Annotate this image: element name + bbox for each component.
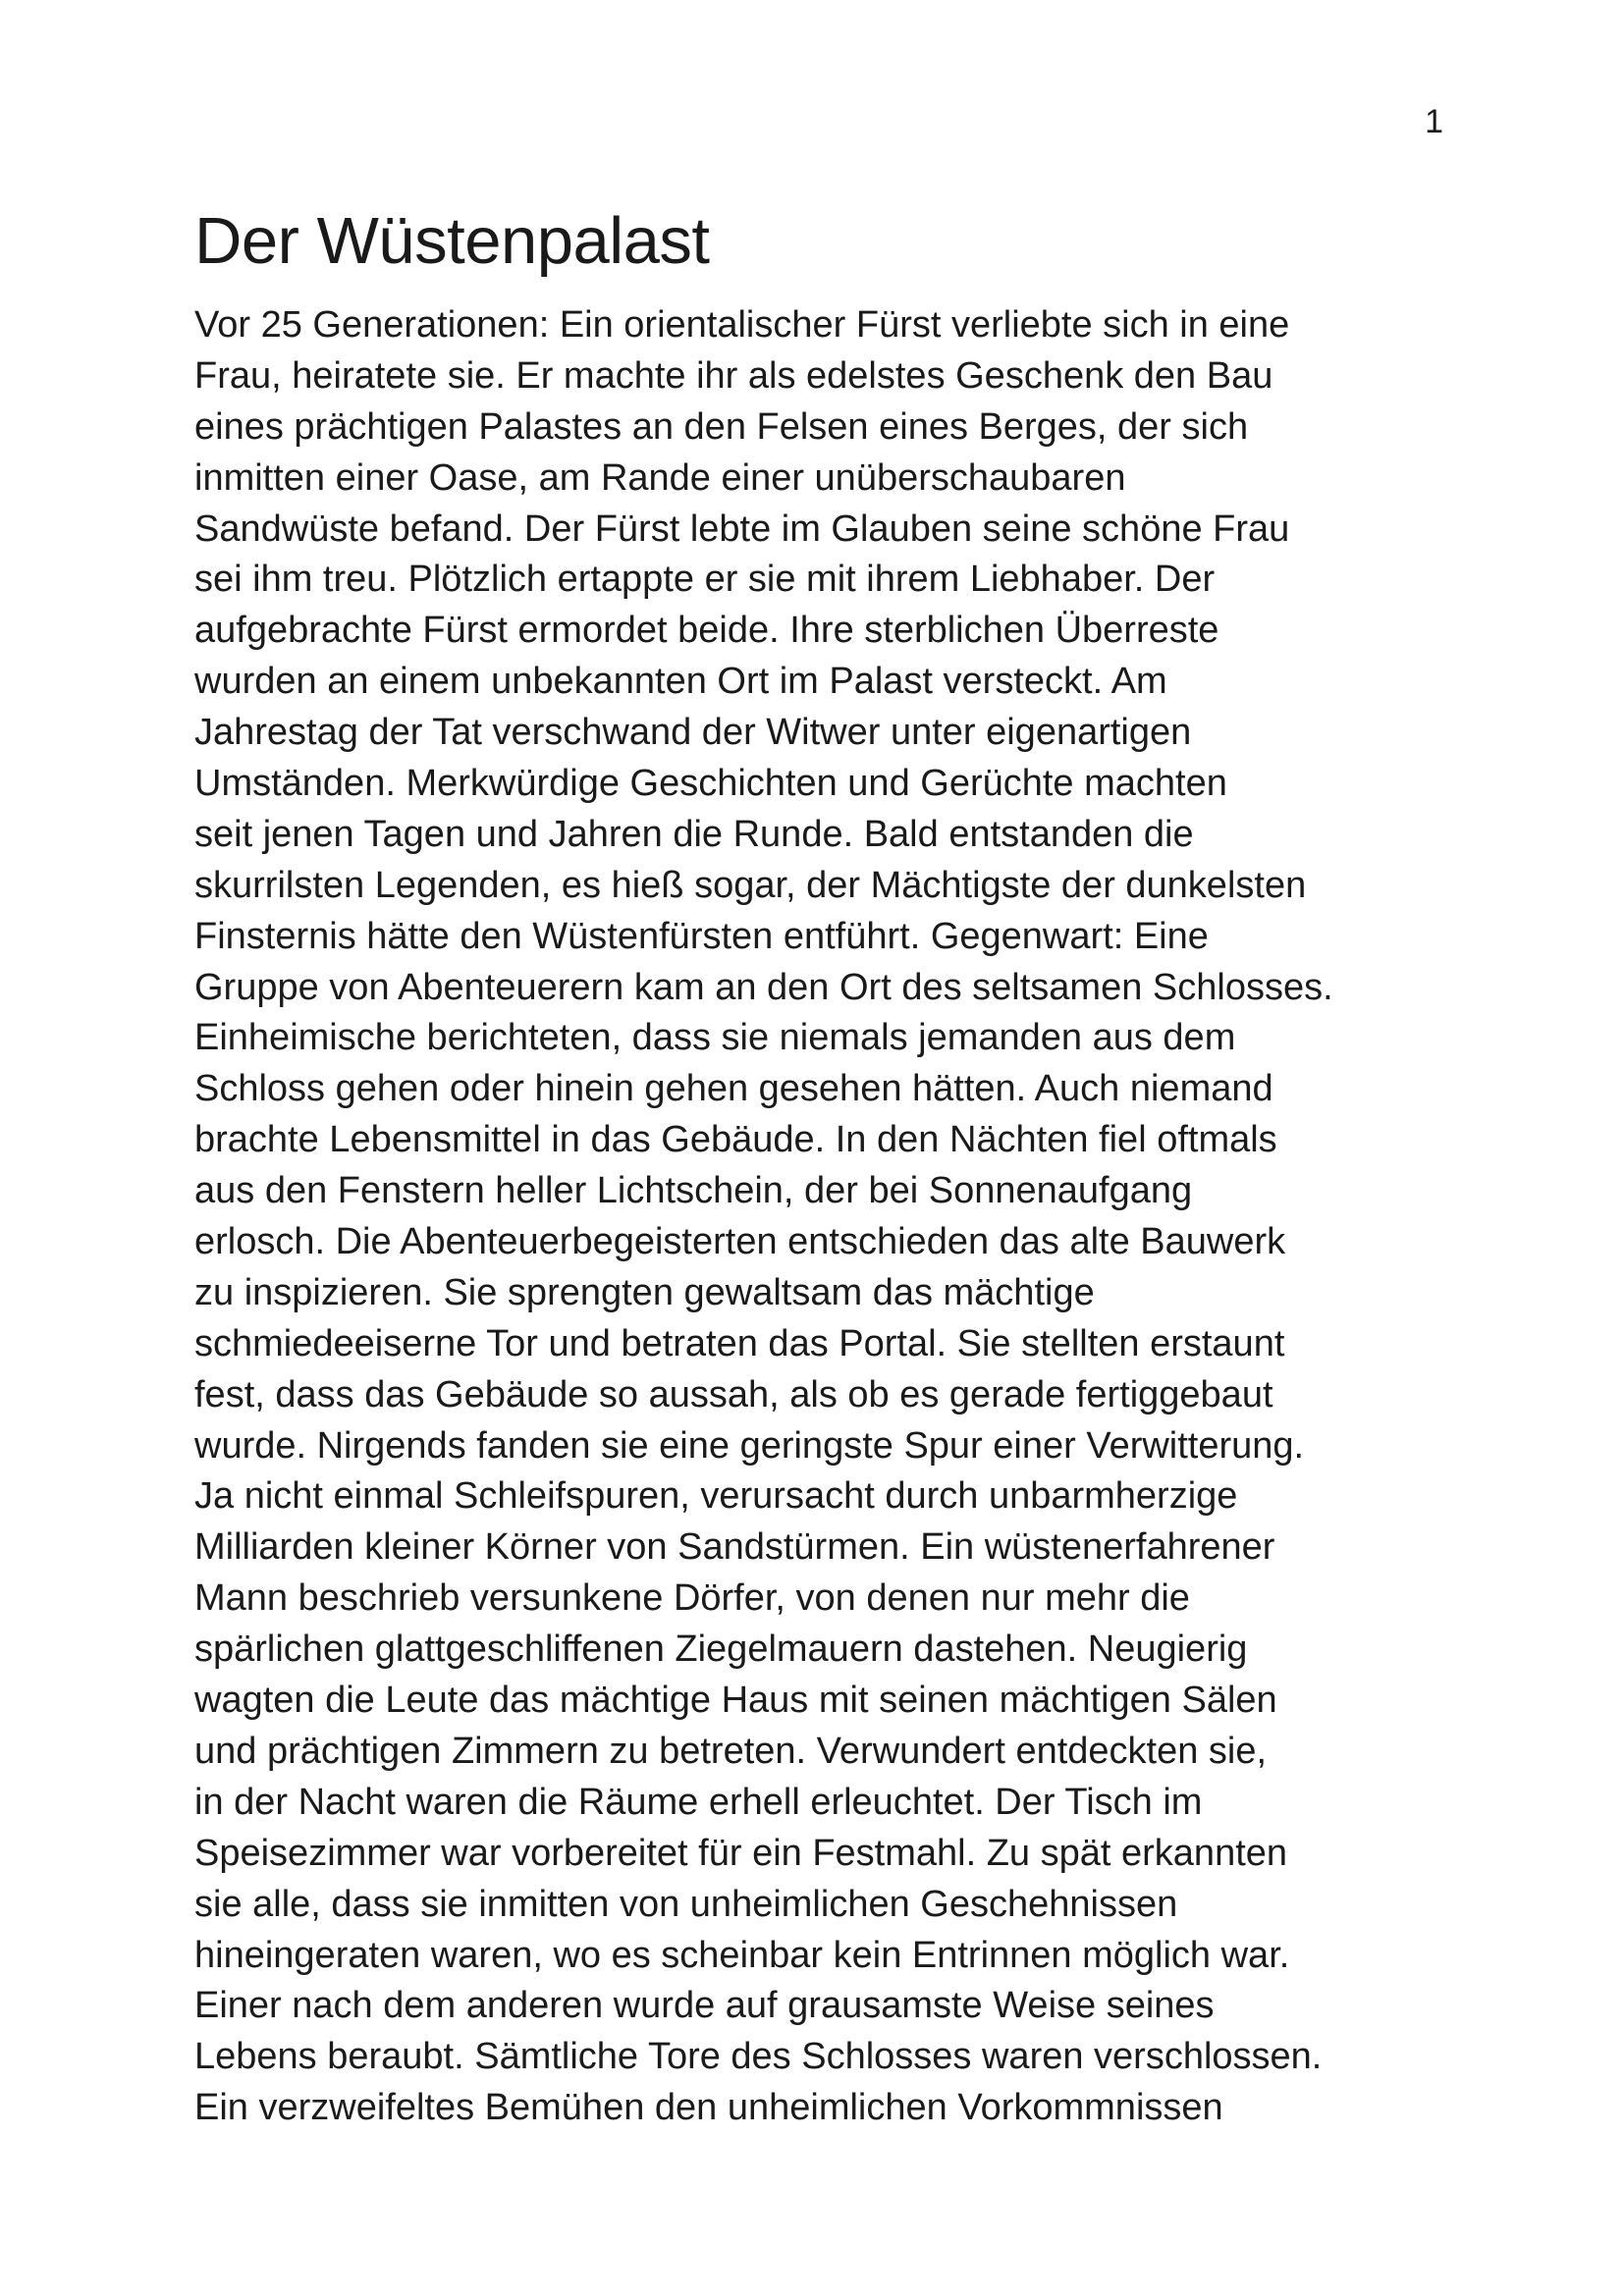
text-line: erlosch. Die Abenteuerbegeisterten entschieden das alte Bauwerk [194, 1221, 1286, 1263]
text-line: Speisezimmer war vorbereitet für ein Festmahl. Zu spät erkannten [194, 1832, 1288, 1874]
text-line: fest, dass das Gebäude so aussah, als ob es gerade fertiggebaut [194, 1373, 1273, 1415]
text-line: und prächtigen Zimmern zu betreten. Verwundert entdeckten sie, [194, 1730, 1268, 1772]
text-line: seit jenen Tagen und Jahren die Runde. Bald entstanden die [194, 813, 1194, 855]
text-line: inmitten einer Oase, am Rande einer unüberschaubaren [194, 456, 1126, 499]
text-line: Gruppe von Abenteuerern kam an den Ort des seltsamen Schlosses. [194, 966, 1333, 1008]
page-number: 1 [1425, 103, 1443, 140]
text-line: sei ihm treu. Plötzlich ertappte er sie mit ihrem Liebhaber. Der [194, 559, 1216, 601]
text-line: hineingeraten waren, wo es scheinbar kein Entrinnen möglich war. [194, 1934, 1290, 1976]
text-line: Umständen. Merkwürdige Geschichten und Gerüchte machten [194, 763, 1227, 805]
text-line: in der Nacht waren die Räume erhell erleuchtet. Der Tisch im [194, 1781, 1203, 1823]
text-line: sie alle, dass sie inmitten von unheimlichen Geschehnissen [194, 1883, 1178, 1925]
text-line: wurden an einem unbekannten Ort im Palast versteckt. Am [194, 661, 1167, 703]
text-line: Finsternis hätte den Wüstenfürsten entführt. Gegenwart: Eine [194, 915, 1209, 957]
text-line: spärlichen glattgeschliffenen Ziegelmauern dastehen. Neugierig [194, 1629, 1248, 1671]
text-line: Ja nicht einmal Schleifspuren, verursacht durch unbarmherzige [194, 1475, 1238, 1518]
text-line: Schloss gehen oder hinein gehen gesehen hätten. Auch niemand [194, 1068, 1273, 1110]
text-line: aufgebrachte Fürst ermordet beide. Ihre sterblichen Überreste [194, 610, 1219, 652]
body-text [194, 300, 1461, 2134]
text-line: Einer nach dem anderen wurde auf grausamste Weise seines [194, 1985, 1215, 2027]
text-line: eines prächtigen Palastes an den Felsen eines Berges, der sich [194, 405, 1249, 448]
text-line: Mann beschrieb versunkene Dörfer, von denen nur mehr die [194, 1577, 1190, 1620]
text-line: Sandwüste befand. Der Fürst lebte im Glauben seine schöne Frau [194, 507, 1290, 550]
text-line: aus den Fenstern heller Lichtschein, der bei Sonnenaufgang [194, 1170, 1193, 1212]
text-line: schmiedeeiserne Tor und betraten das Portal. Sie stellten erstaunt [194, 1322, 1285, 1364]
text-line: skurrilsten Legenden, es hieß sogar, der Mächtigste der dunkelsten [194, 864, 1307, 906]
text-line: zu inspizieren. Sie sprengten gewaltsam das mächtige [194, 1271, 1095, 1313]
text-line: Vor 25 Generationen: Ein orientalischer Fürst verliebte sich in eine [194, 304, 1290, 346]
text-line: Einheimische berichteten, dass sie niemals jemanden aus dem [194, 1017, 1236, 1059]
text-line: wagten die Leute das mächtige Haus mit seinen mächtigen Sälen [194, 1680, 1277, 1722]
text-line: Jahrestag der Tat verschwand der Witwer unter eigenartigen [194, 712, 1192, 754]
text-line: wurde. Nirgends fanden sie eine geringste Spur einer Verwitterung. [194, 1424, 1305, 1467]
page-title: Der Wüstenpalast [194, 204, 710, 278]
text-line: Lebens beraubt. Sämtliche Tore des Schlosses waren verschlossen. [194, 2036, 1323, 2078]
text-line: Ein verzweifeltes Bemühen den unheimlichen Vorkommnissen [194, 2087, 1223, 2129]
text-line: Frau, heiratete sie. Er machte ihr als edelstes Geschenk den Bau [194, 354, 1273, 397]
text-line: Milliarden kleiner Körner von Sandstürmen. Ein wüstenerfahrener [194, 1526, 1275, 1569]
text-line: brachte Lebensmittel in das Gebäude. In den Nächten fiel oftmals [194, 1119, 1277, 1161]
